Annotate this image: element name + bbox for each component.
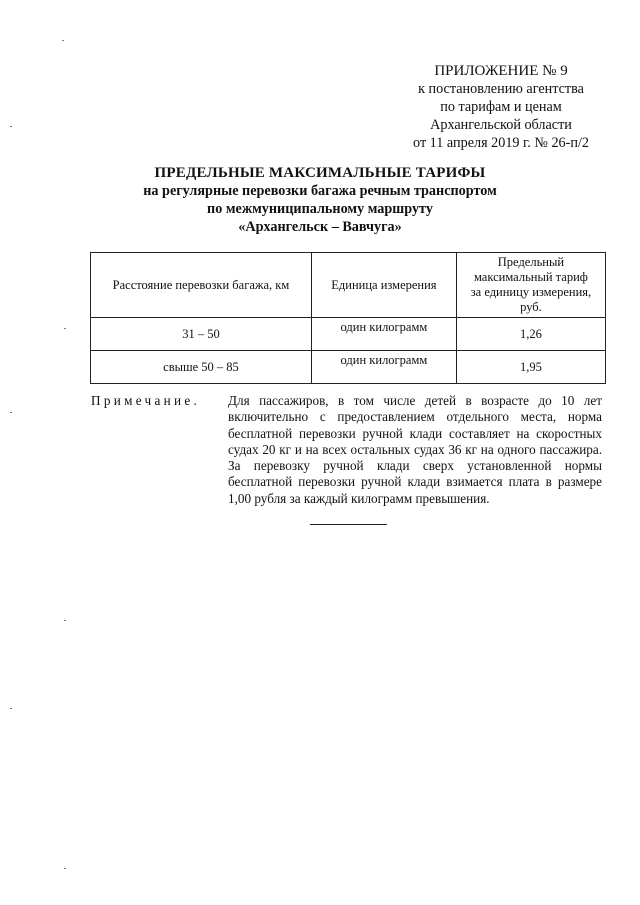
scan-speck [10, 412, 12, 413]
title-route: «Архангельск – Вавчуга» [238, 219, 402, 235]
note-label: Примечание. [91, 393, 201, 408]
scan-speck [10, 708, 12, 709]
table-row [91, 318, 606, 351]
appendix-line-1: к постановлению агентства [418, 81, 584, 97]
row-distance: свыше 50 – 85 [91, 351, 312, 384]
table-header-row [91, 253, 606, 318]
row-unit: один килограмм [311, 351, 456, 384]
header-tariff-line-3: за единицу измерения, [470, 285, 592, 299]
title-main: ПРЕДЕЛЬНЫЕ МАКСИМАЛЬНЫЕ ТАРИФЫ [154, 165, 486, 181]
closing-rule [310, 524, 387, 525]
header-distance: Расстояние перевозки багажа, км [91, 253, 312, 318]
header-tariff-line-4: руб. [520, 300, 542, 314]
row-tariff: 1,26 [456, 318, 605, 351]
scan-speck [62, 40, 64, 41]
header-tariff [456, 253, 605, 318]
scan-speck [64, 868, 66, 869]
document-title [120, 164, 520, 236]
row-tariff: 1,95 [456, 351, 605, 384]
appendix-block [413, 62, 589, 152]
appendix-line-2: по тарифам и ценам [440, 99, 562, 115]
row-distance: 31 – 50 [91, 318, 312, 351]
table-row [91, 351, 606, 384]
row-unit: один килограмм [311, 318, 456, 351]
appendix-number: ПРИЛОЖЕНИЕ № 9 [434, 63, 568, 79]
appendix-line-3: Архангельской области [430, 117, 572, 133]
title-line-2: на регулярные перевозки багажа речным транспортом [143, 183, 497, 199]
appendix-line-4: от 11 апреля 2019 г. № 26-п/2 [413, 135, 589, 151]
note-text: Для пассажиров, в том числе детей в возрасте до 10 лет включительно с предоставлением отдельного места, норма бесплатной перевозки ручной клади составляет на скоростных судах 20 кг и на всех остальных судах 36 кг на одного пассажира. За перевозку ручной клади сверх установленной нормы бесплатной перевозки ручной клади взимается плата в размере 1,00 рубля за каждый килограмм превышения. [228, 393, 602, 506]
header-tariff-line-1: Предельный [497, 255, 565, 269]
tariff-table [90, 252, 606, 384]
scan-speck [10, 126, 12, 127]
header-tariff-line-2: максимальный тариф [473, 270, 588, 284]
scan-speck [64, 620, 66, 621]
scan-speck [64, 328, 66, 329]
header-unit: Единица измерения [311, 253, 456, 318]
title-line-3: по межмуниципальному маршруту [207, 201, 433, 217]
